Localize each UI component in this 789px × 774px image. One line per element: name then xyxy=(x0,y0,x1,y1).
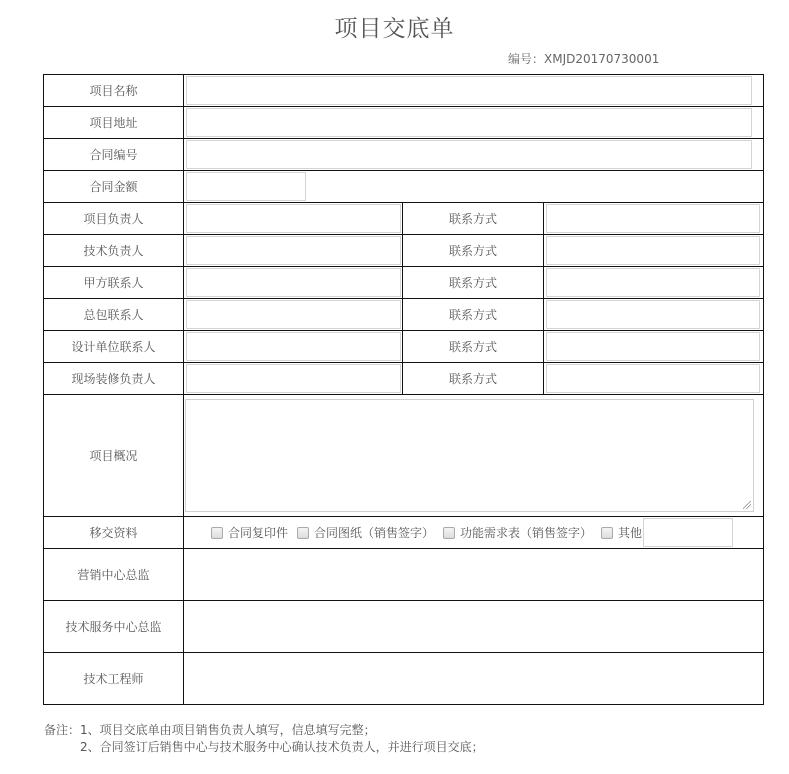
row-site-decoration-manager xyxy=(44,363,764,395)
other-materials-input[interactable] xyxy=(643,518,733,547)
handover-form-table xyxy=(43,74,764,705)
tech-manager-input[interactable] xyxy=(186,236,401,265)
label-contact: 联系方式 xyxy=(403,299,544,331)
label-project-name: 项目名称 xyxy=(44,75,184,107)
label-tech-engineer: 技术工程师 xyxy=(44,653,184,705)
tech-service-director-signature-area xyxy=(184,601,764,653)
label-tech-manager: 技术负责人 xyxy=(44,235,184,267)
contract-number-input[interactable] xyxy=(186,140,752,169)
notes xyxy=(44,722,484,756)
label-marketing-director: 营销中心总监 xyxy=(44,549,184,601)
design-unit-contact-input[interactable] xyxy=(186,332,401,361)
page-title: 项目交底单 xyxy=(334,16,455,42)
resize-grip-icon[interactable] xyxy=(743,501,751,509)
label-contact: 联系方式 xyxy=(403,363,544,395)
label-tech-service-director: 技术服务中心总监 xyxy=(44,601,184,653)
row-contract-number xyxy=(44,139,764,171)
row-handover-materials xyxy=(44,517,764,549)
row-tech-engineer xyxy=(44,653,764,705)
contract-amount-input[interactable] xyxy=(186,172,306,201)
row-project-address xyxy=(44,107,764,139)
label-contact: 联系方式 xyxy=(403,331,544,363)
option-other[interactable] xyxy=(601,524,642,541)
row-project-name xyxy=(44,75,764,107)
row-project-overview xyxy=(44,395,764,517)
row-contract-amount xyxy=(44,171,764,203)
label-client-contact: 甲方联系人 xyxy=(44,267,184,299)
row-design-unit-contact xyxy=(44,331,764,363)
label-contact: 联系方式 xyxy=(403,203,544,235)
label-design-unit-contact: 设计单位联系人 xyxy=(44,331,184,363)
tech-engineer-signature-area xyxy=(184,653,764,705)
row-marketing-director xyxy=(44,549,764,601)
row-tech-manager xyxy=(44,235,764,267)
row-general-contractor-contact xyxy=(44,299,764,331)
option-contract-copy[interactable] xyxy=(211,524,288,541)
label-contract-number: 合同编号 xyxy=(44,139,184,171)
handover-options xyxy=(184,517,763,548)
label-contact: 联系方式 xyxy=(403,267,544,299)
option-label: 功能需求表（销售签字） xyxy=(460,526,593,540)
design-unit-phone-input[interactable] xyxy=(546,332,760,361)
note-line-2: 2、合同签订后销售中心与技术服务中心确认技术负责人，并进行项目交底； xyxy=(80,740,484,754)
checkbox-icon[interactable] xyxy=(211,527,223,539)
row-client-contact xyxy=(44,267,764,299)
site-decoration-manager-input[interactable] xyxy=(186,364,401,393)
client-contact-phone-input[interactable] xyxy=(546,268,760,297)
note-line-1: 备注：1、项目交底单由项目销售负责人填写，信息填写完整； xyxy=(44,723,376,737)
label-project-address: 项目地址 xyxy=(44,107,184,139)
label-site-decoration-manager: 现场装修负责人 xyxy=(44,363,184,395)
site-decoration-manager-phone-input[interactable] xyxy=(546,364,760,393)
general-contractor-phone-input[interactable] xyxy=(546,300,760,329)
checkbox-icon[interactable] xyxy=(443,527,455,539)
option-contract-drawings[interactable] xyxy=(297,524,434,541)
label-general-contractor-contact: 总包联系人 xyxy=(44,299,184,331)
project-overview-textarea[interactable] xyxy=(185,399,754,512)
checkbox-icon[interactable] xyxy=(601,527,613,539)
option-label: 合同图纸（销售签字） xyxy=(314,526,435,540)
marketing-director-signature-area xyxy=(184,549,764,601)
row-project-manager xyxy=(44,203,764,235)
checkbox-icon[interactable] xyxy=(297,527,309,539)
client-contact-input[interactable] xyxy=(186,268,401,297)
project-manager-input[interactable] xyxy=(186,204,401,233)
tech-manager-contact-input[interactable] xyxy=(546,236,760,265)
label-contract-amount: 合同金额 xyxy=(44,171,184,203)
project-name-input[interactable] xyxy=(186,76,752,105)
project-manager-contact-input[interactable] xyxy=(546,204,760,233)
option-label: 其他 xyxy=(618,526,643,540)
row-tech-service-director xyxy=(44,601,764,653)
document-number: 编号：XMJD20170730001 xyxy=(508,52,660,66)
option-requirements-sheet[interactable] xyxy=(443,524,592,541)
option-label: 合同复印件 xyxy=(228,526,289,540)
label-contact: 联系方式 xyxy=(403,235,544,267)
general-contractor-contact-input[interactable] xyxy=(186,300,401,329)
label-handover-materials: 移交资料 xyxy=(44,517,184,549)
label-project-manager: 项目负责人 xyxy=(44,203,184,235)
label-project-overview: 项目概况 xyxy=(44,395,184,517)
project-address-input[interactable] xyxy=(186,108,752,137)
